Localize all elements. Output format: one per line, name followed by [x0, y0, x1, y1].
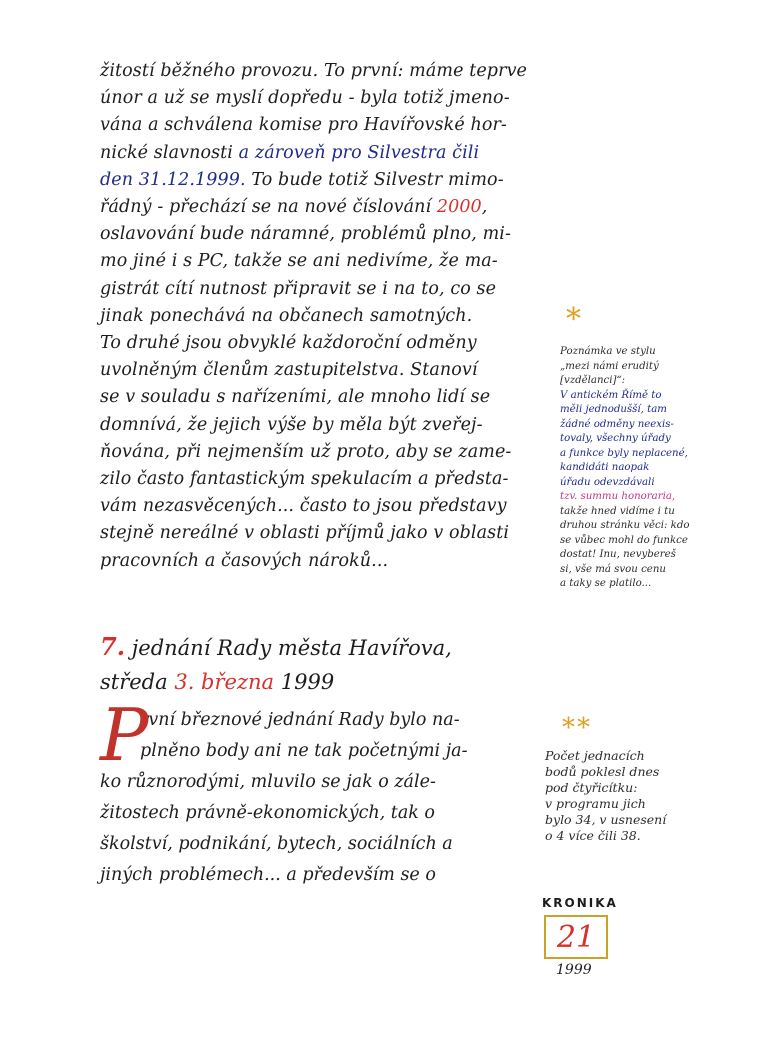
text-line-14: domnívá, že jejich výše by měla být zveřej- [100, 414, 483, 435]
section2-line-4: žitostech právně-ekonomických, tak o [100, 803, 435, 823]
text-line-12: uvolněným členům zastupitelstva. Stanoví [100, 360, 478, 381]
drop-cap: P [100, 693, 149, 777]
note2-line: bodů poklesl dnes [545, 764, 660, 779]
section-2-text [100, 693, 550, 891]
note1-line: měli jednodušší, tam [560, 404, 667, 415]
text-line-4 [100, 140, 545, 167]
note1-line: „mezi námi eruditý [560, 360, 659, 372]
side-note-2 [545, 748, 720, 844]
text-line-5-blue: den 31.12.1999. [100, 169, 246, 190]
section-heading [100, 630, 560, 699]
note1-line: žádné odměny neexis- [560, 418, 674, 430]
note1-line: tzv. summu honoraria, [560, 491, 676, 502]
note1-line: takže hned vidíme i tu [560, 505, 675, 517]
text-line-5-rest: To bude totiž Silvestr mimo- [245, 169, 504, 190]
text-line-6-start: řádný - přechází se na nové číslování [100, 197, 437, 218]
heading-line-2 [100, 665, 560, 699]
text-line-19: pracovních a časových nároků... [100, 550, 389, 571]
text-line-17: vám nezasvěcených... často to jsou představy [100, 496, 507, 517]
note1-line: [vzdělanci]“: [560, 375, 626, 386]
text-line-6-end: , [481, 197, 488, 218]
note1-line: V antickém Římě to [560, 389, 662, 401]
text-line-6 [100, 194, 545, 221]
page-number: 21 [556, 919, 596, 955]
section2-line-5: školství, podnikání, bytech, sociálních a [100, 834, 453, 854]
text-line-8: mo jiné i s PC, takže se ani nedivíme, že ma- [100, 251, 498, 272]
note1-line: tovaly, všechny úřady [560, 433, 671, 444]
text-line-16: zilo často fantastickým spekulacím a předsta- [100, 469, 509, 490]
note2-line: pod čtyřicítku: [545, 780, 638, 795]
note2-line: Počet jednacích [545, 748, 645, 763]
heading-line-1 [100, 630, 560, 665]
note1-line: si, vše má svou cenu [560, 563, 666, 575]
note-1-star-icon: * [566, 302, 581, 337]
heading-date: 3. března [174, 670, 275, 694]
kronika-label: KRONIKA [542, 896, 618, 910]
heading-number: 7. [100, 632, 126, 661]
note1-line: a taky se platilo... [560, 578, 652, 589]
text-line-18: stejně nereálné v oblasti příjmů jako v oblasti [100, 523, 510, 544]
note2-line: v programu jich [545, 796, 646, 811]
text-line-2: únor a už se myslí dopředu - byla totiž jmeno- [100, 88, 510, 109]
note1-line: Poznámka ve stylu [560, 346, 656, 357]
text-line-9: gistrát cítí nutnost připravit se i na to, co se [100, 278, 497, 299]
heading-year: 1999 [274, 670, 335, 694]
main-text-block [100, 58, 545, 575]
side-note-1 [560, 345, 740, 592]
section2-line-2: plněno body ani ne tak početnými ja- [140, 741, 468, 761]
text-line-10: jinak ponechává na občanech samotných. [100, 305, 473, 326]
heading-title: jednání Rady města Havířova, [131, 636, 452, 660]
text-line-6-red: 2000 [436, 197, 482, 218]
text-line-5 [100, 167, 545, 194]
heading-day: středa [100, 670, 175, 694]
note1-line: se vůbec mohl do funkce [560, 534, 688, 546]
text-line-1: žitostí běžného provozu. To první: máme teprve [100, 61, 528, 81]
section2-line-3: ko různorodými, mluvilo se jak o zále- [100, 772, 436, 792]
note1-line: druhou stránku věci: kdo [560, 520, 690, 531]
text-line-3: vána a schválena komise pro Havířovské hor- [100, 115, 507, 136]
note-2-star-icon: ** [562, 713, 592, 743]
section2-line-1: rvní březnové jednání Rady bylo na- [140, 710, 460, 730]
text-line-4-start: nické slavnosti [100, 142, 239, 163]
footer-year: 1999 [556, 962, 592, 978]
text-line-11: To druhé jsou obvyklé každoroční odměny [100, 333, 477, 354]
note1-line: kandidáti naopak [560, 462, 650, 473]
text-line-7: oslavování bude náramné, problémů plno, mi- [100, 224, 511, 245]
note1-line: úřadu odevzdávali [560, 476, 655, 488]
text-line-13: se v souladu s nařízeními, ale mnoho lidí se [100, 387, 491, 408]
note2-line: bylo 34, v usnesení [545, 812, 667, 827]
text-line-4-blue: a zároveň pro Silvestra čili [238, 142, 480, 163]
note1-line: a funkce byly neplacené, [560, 447, 688, 459]
note1-line: dostat! Inu, nevybereš [560, 549, 676, 560]
text-line-15: ňována, při nejmenším už proto, aby se zame- [100, 441, 512, 462]
page-number-box [544, 915, 608, 959]
section2-line-6: jiných problémech... a především se o [100, 865, 436, 885]
note2-line: o 4 více čili 38. [545, 828, 641, 843]
